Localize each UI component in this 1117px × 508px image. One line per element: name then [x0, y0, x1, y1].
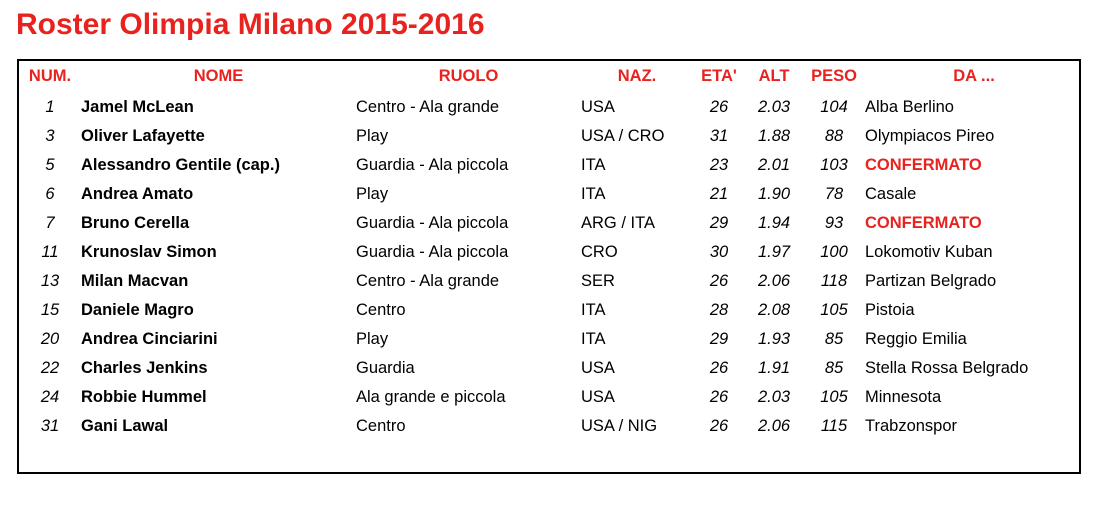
cell-da: Partizan Belgrado	[865, 272, 997, 290]
cell-alt: 2.08	[757, 301, 791, 319]
table-row	[19, 151, 1083, 180]
cell-ruolo: Play	[356, 330, 389, 348]
cell-ruolo: Centro	[356, 417, 406, 435]
table-row	[19, 180, 1083, 209]
cell-peso: 105	[820, 388, 848, 406]
cell-eta: 26	[709, 359, 729, 377]
cell-alt: 1.97	[757, 243, 791, 261]
cell-peso: 85	[824, 359, 844, 377]
cell-da: Minnesota	[865, 388, 942, 406]
table-row	[19, 412, 1083, 441]
cell-alt: 2.01	[757, 156, 791, 174]
cell-naz: USA / CRO	[581, 127, 665, 145]
cell-nome: Bruno Cerella	[81, 214, 190, 232]
cell-nome: Gani Lawal	[81, 417, 169, 435]
cell-alt: 1.91	[757, 359, 791, 377]
cell-ruolo: Play	[356, 185, 389, 203]
column-header-alt: ALT	[758, 67, 790, 85]
cell-nome: Andrea Cinciarini	[81, 330, 218, 348]
column-header-naz: NAZ.	[617, 67, 657, 85]
roster-table	[19, 61, 1083, 441]
cell-eta: 21	[709, 185, 729, 203]
cell-da: Olympiacos Pireo	[865, 127, 995, 145]
cell-nome: Robbie Hummel	[81, 388, 207, 406]
cell-num: 1	[45, 98, 55, 116]
cell-num: 3	[45, 127, 55, 145]
cell-peso: 105	[820, 301, 848, 319]
cell-naz: ITA	[581, 301, 606, 319]
cell-naz: CRO	[581, 243, 618, 261]
cell-nome: Jamel McLean	[81, 98, 194, 116]
cell-eta: 23	[709, 156, 729, 174]
cell-naz: SER	[581, 272, 615, 290]
cell-eta: 28	[709, 301, 729, 319]
cell-alt: 1.88	[757, 127, 791, 145]
cell-peso: 118	[820, 272, 848, 290]
cell-peso: 115	[820, 417, 848, 435]
cell-num: 20	[40, 330, 60, 348]
table-row	[19, 93, 1083, 122]
column-header-peso: PESO	[811, 67, 857, 85]
cell-da: Casale	[865, 185, 917, 203]
cell-alt: 2.03	[757, 98, 791, 116]
cell-da: Reggio Emilia	[865, 330, 967, 348]
cell-naz: ITA	[581, 156, 606, 174]
cell-ruolo: Guardia - Ala piccola	[356, 156, 509, 174]
cell-eta: 26	[709, 98, 729, 116]
cell-ruolo: Ala grande e piccola	[356, 388, 506, 406]
cell-alt: 1.90	[757, 185, 791, 203]
cell-nome: Oliver Lafayette	[81, 127, 205, 145]
table-header	[19, 61, 1083, 93]
cell-da: Trabzonspor	[865, 417, 958, 435]
cell-ruolo: Guardia - Ala piccola	[356, 243, 509, 261]
cell-eta: 30	[709, 243, 729, 261]
table-row	[19, 238, 1083, 267]
cell-da: Stella Rossa Belgrado	[865, 359, 1029, 377]
cell-num: 24	[40, 388, 60, 406]
cell-nome: Daniele Magro	[81, 301, 194, 319]
cell-eta: 26	[709, 272, 729, 290]
cell-eta: 29	[709, 330, 729, 348]
cell-nome: Charles Jenkins	[81, 359, 208, 377]
cell-peso: 78	[824, 185, 844, 203]
column-header-ruolo: RUOLO	[438, 67, 499, 85]
cell-num: 6	[45, 185, 55, 203]
cell-nome: Alessandro Gentile (cap.)	[81, 156, 280, 174]
cell-naz: USA / NIG	[581, 417, 658, 435]
cell-naz: ITA	[581, 185, 606, 203]
cell-num: 31	[40, 417, 60, 435]
cell-alt: 1.93	[757, 330, 791, 348]
cell-naz: ITA	[581, 330, 606, 348]
table-row	[19, 267, 1083, 296]
cell-nome: Krunoslav Simon	[81, 243, 217, 261]
cell-num: 11	[41, 243, 59, 261]
cell-ruolo: Guardia	[356, 359, 415, 377]
cell-da: CONFERMATO	[865, 214, 982, 232]
cell-naz: ARG / ITA	[581, 214, 655, 232]
column-header-eta: ETA'	[701, 67, 737, 85]
cell-nome: Andrea Amato	[81, 185, 194, 203]
cell-peso: 93	[824, 214, 844, 232]
cell-num: 13	[40, 272, 60, 290]
cell-ruolo: Centro - Ala grande	[356, 98, 500, 116]
cell-peso: 100	[820, 243, 848, 261]
cell-da: CONFERMATO	[865, 156, 982, 174]
cell-alt: 2.06	[757, 272, 791, 290]
cell-ruolo: Centro - Ala grande	[356, 272, 500, 290]
cell-ruolo: Guardia - Ala piccola	[356, 214, 509, 232]
cell-da: Alba Berlino	[865, 98, 954, 116]
cell-da: Pistoia	[865, 301, 915, 319]
cell-eta: 26	[709, 388, 729, 406]
roster-table-container	[17, 59, 1081, 474]
table-row	[19, 209, 1083, 238]
cell-eta: 31	[709, 127, 729, 145]
column-header-da: DA ...	[953, 67, 995, 85]
cell-naz: USA	[581, 359, 615, 377]
cell-peso: 104	[820, 98, 848, 116]
cell-num: 15	[40, 301, 60, 319]
cell-ruolo: Centro	[356, 301, 406, 319]
cell-num: 5	[45, 156, 55, 174]
cell-nome: Milan Macvan	[81, 272, 189, 290]
cell-alt: 2.06	[757, 417, 791, 435]
cell-naz: USA	[581, 98, 615, 116]
table-row	[19, 122, 1083, 151]
cell-ruolo: Play	[356, 127, 389, 145]
cell-eta: 26	[709, 417, 729, 435]
cell-alt: 2.03	[757, 388, 791, 406]
table-header-row	[19, 61, 1083, 93]
cell-num: 22	[40, 359, 60, 377]
cell-eta: 29	[709, 214, 729, 232]
cell-peso: 88	[824, 127, 844, 145]
table-row	[19, 296, 1083, 325]
table-row	[19, 383, 1083, 412]
cell-da: Lokomotiv Kuban	[865, 243, 993, 261]
table-row	[19, 354, 1083, 383]
table-row	[19, 325, 1083, 354]
cell-alt: 1.94	[757, 214, 791, 232]
page-title: Roster Olimpia Milano 2015-2016	[16, 8, 485, 41]
column-header-num: NUM.	[28, 67, 72, 85]
cell-peso: 103	[820, 156, 848, 174]
cell-num: 7	[45, 214, 55, 232]
table-body	[19, 93, 1083, 441]
column-header-nome: NOME	[193, 67, 244, 85]
cell-peso: 85	[824, 330, 844, 348]
cell-naz: USA	[581, 388, 615, 406]
